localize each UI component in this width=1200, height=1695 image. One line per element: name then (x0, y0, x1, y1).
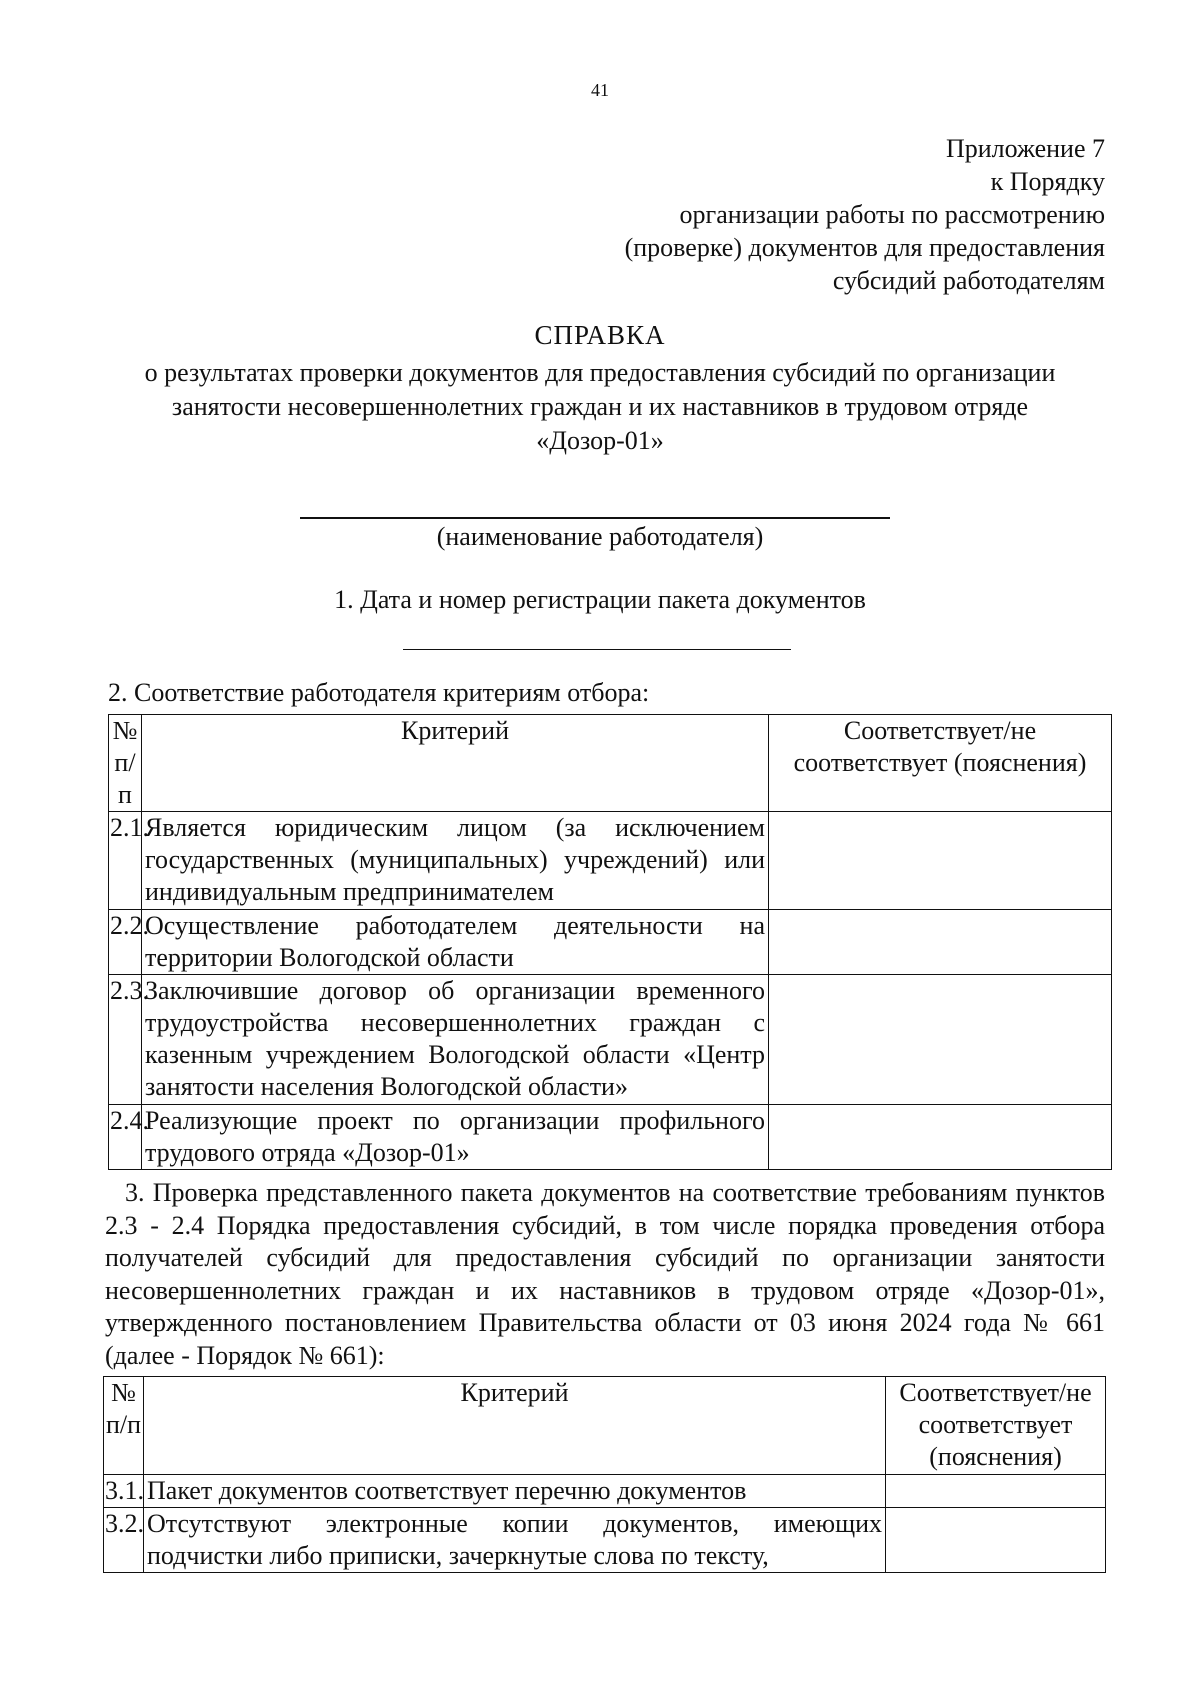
table-row (109, 1105, 1112, 1170)
row-compliance-cell (769, 812, 1112, 910)
row-num: 2.4. (109, 1105, 142, 1170)
appendix-line: Приложение 7 (945, 134, 1105, 163)
header-compliance: Соответствует/не соответствует (пояснения) (886, 1377, 1106, 1475)
row-criterion: Реализующие проект по организации профильного трудового отряда «Дозор-01» (142, 1105, 769, 1170)
table-row (109, 910, 1112, 975)
header-num: № п/п (104, 1377, 144, 1475)
table-header-row (104, 1377, 1106, 1475)
row-compliance-cell (769, 910, 1112, 975)
appendix-line: субсидий работодателям (832, 266, 1105, 295)
table-header-row (109, 715, 1112, 812)
table-row (109, 975, 1112, 1105)
page-number: 41 (591, 80, 609, 100)
document-title: СПРАВКА (534, 320, 666, 350)
row-compliance-cell (769, 1105, 1112, 1170)
appendix-line: организации работы по рассмотрению (679, 200, 1105, 229)
row-criterion: Осуществление работодателем деятельности на территории Вологодской области (142, 910, 769, 975)
table-row (104, 1475, 1106, 1508)
criteria-table-1 (108, 714, 1112, 1170)
document-subtitle (100, 356, 1100, 458)
subtitle-line: «Дозор-01» (536, 426, 664, 455)
registration-blank (403, 649, 791, 650)
row-compliance-cell (769, 975, 1112, 1105)
employer-name-blank (300, 517, 890, 519)
appendix-line: (проверке) документов для предоставления (624, 233, 1105, 262)
section2-heading: 2. Соответствие работодателя критериям отбора: (108, 678, 650, 707)
row-num: 2.2. (109, 910, 142, 975)
header-criterion: Критерий (142, 715, 769, 812)
row-criterion: Является юридическим лицом (за исключением государственных (муниципальных) учреждений) или индивидуальным предпринимателем (142, 812, 769, 910)
row-num: 3.2. (104, 1508, 144, 1573)
row-compliance-cell (886, 1475, 1106, 1508)
row-criterion: Пакет документов соответствует перечню документов (144, 1475, 886, 1508)
row-num: 3.1. (104, 1475, 144, 1508)
section3-paragraph: 3. Проверка представленного пакета документов на соответствие требованиям пунктов 2.3 - 2.4 Порядка предоставления субсидий, в том числе порядка проведения отбора получателей субсидий для предоставления субсидий по организации занятости несовершеннолетних граждан и их наставников в трудовом отряде «Дозор-01», утвержденного постановлением Правительства области от 03 июня 2024 года № 661 (далее - Порядок № 661): (105, 1178, 1105, 1370)
header-criterion: Критерий (144, 1377, 886, 1475)
table-row (109, 812, 1112, 910)
table-row (104, 1508, 1106, 1573)
row-criterion: Заключившие договор об организации временного трудоустройства несовершеннолетних граждан с казенным учреждением Вологодской области «Центр занятости населения Вологодской области» (142, 975, 769, 1105)
row-num: 2.1. (109, 812, 142, 910)
header-compliance: Соответствует/не соответствует (пояснения) (769, 715, 1112, 812)
section1-heading: 1. Дата и номер регистрации пакета документов (334, 585, 866, 614)
row-compliance-cell (886, 1508, 1106, 1573)
subtitle-line: о результатах проверки документов для предоставления субсидий по организации (144, 358, 1056, 387)
row-num: 2.3. (109, 975, 142, 1105)
header-num: № п/п (109, 715, 142, 812)
row-criterion: Отсутствуют электронные копии документов, имеющих подчистки либо приписки, зачеркнутые слова по тексту, (144, 1508, 886, 1573)
appendix-note (625, 132, 1105, 297)
criteria-table-2 (103, 1376, 1106, 1573)
employer-caption: (наименование работодателя) (436, 522, 764, 551)
subtitle-line: занятости несовершеннолетних граждан и их наставников в трудовом отряде (171, 392, 1029, 421)
appendix-line: к Порядку (990, 167, 1105, 196)
